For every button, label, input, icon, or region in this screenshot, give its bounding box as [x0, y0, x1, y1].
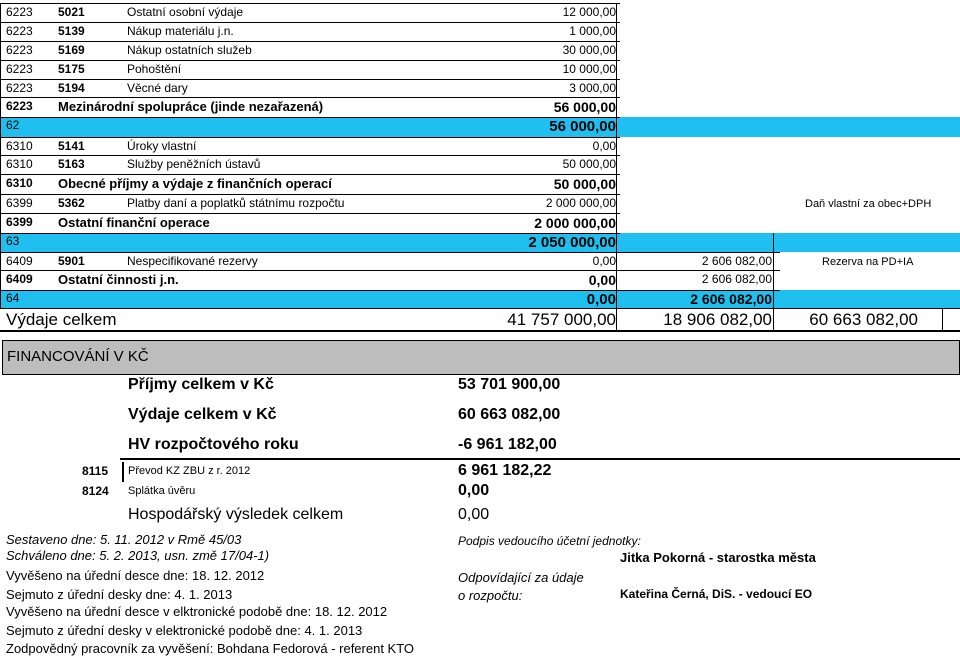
schvaleny-cell: 30 000,00	[562, 43, 616, 57]
paragraf-cell: 64	[6, 291, 20, 305]
podpis-name: Jitka Pokorná - starostka města	[620, 550, 816, 565]
polozka-cell: 5163	[58, 157, 85, 171]
divider	[0, 194, 620, 195]
summary-value: 60 663 082,00	[458, 406, 561, 423]
divider	[773, 308, 774, 330]
item-name-cell: Úroky vlastní	[127, 139, 197, 153]
paragraf-cell: 6223	[6, 62, 33, 76]
divider	[0, 41, 620, 42]
schvaleny-cell: 10 000,00	[562, 62, 616, 76]
table-row	[0, 3, 960, 22]
table-row	[0, 97, 960, 117]
item-name-cell: Nákup materiálu j.n.	[127, 24, 234, 38]
fin-value: 0,00	[458, 482, 490, 499]
schvaleny-cell: 0,00	[588, 272, 616, 288]
fin-value: 6 961 182,22	[458, 462, 552, 479]
fin-code: 8115	[82, 464, 109, 478]
vyveseno-text: Vyvěšeno na úřední desce dne: 18. 12. 2012	[6, 568, 265, 583]
fin-code: 8124	[82, 484, 109, 498]
divider	[0, 290, 780, 291]
divider	[0, 174, 620, 175]
polozka-cell: 5362	[58, 196, 85, 210]
schvaleny-cell: 2 000 000,00	[545, 196, 616, 210]
summary-value: 53 701 900,00	[458, 376, 561, 393]
fin-label: Splátka úvěru	[128, 485, 196, 497]
item-name-cell: Platby daní a poplatků státnímu rozpočtu	[127, 196, 345, 210]
divider	[616, 308, 617, 330]
odpov-name: Kateřina Černá, DiS. - vedoucí EO	[620, 587, 813, 601]
item-name-cell: Nákup ostatních služeb	[127, 43, 252, 57]
table-row	[0, 155, 960, 174]
vydaje-celkem-label: Výdaje celkem	[6, 310, 117, 329]
divider	[0, 117, 620, 118]
polozka-cell: 5139	[58, 24, 85, 38]
hv-celkem-label: Hospodářský výsledek celkem	[128, 506, 344, 523]
divider	[0, 60, 620, 61]
table-row	[0, 41, 960, 60]
divider	[0, 79, 620, 80]
item-name-cell: Pohoštění	[127, 62, 182, 76]
vydaje-celkem-row	[0, 308, 960, 330]
paragraf-cell: 6310	[6, 176, 33, 190]
table-row	[0, 270, 960, 290]
paragraf-cell: 6310	[6, 157, 33, 171]
divider	[0, 233, 620, 234]
schvaleny-cell: 1 000,00	[569, 24, 616, 38]
item-name-cell: Obecné příjmy a výdaje z finančních operací	[58, 176, 332, 191]
upraveny-cell: 2 606 082,00	[690, 291, 772, 307]
table-row	[0, 174, 960, 194]
odpov-label-2: o rozpočtu:	[458, 588, 523, 603]
table-row	[0, 290, 960, 308]
divider	[0, 330, 960, 332]
odpov-label-1: Odpovídající za údaje	[458, 570, 584, 585]
upraveny-cell: 2 606 082,00	[701, 272, 772, 286]
table-row	[0, 137, 960, 155]
table-row	[0, 213, 960, 233]
item-name-cell: Ostatní finanční operace	[58, 215, 210, 230]
divider	[773, 233, 774, 308]
note-cell: Daň vlastní za obec+DPH	[805, 198, 932, 210]
polozka-cell: 5021	[58, 5, 85, 19]
schvaleny-cell: 0,00	[592, 254, 616, 268]
polozka-cell: 5901	[58, 254, 85, 268]
paragraf-cell: 6223	[6, 43, 33, 57]
table-row	[0, 233, 960, 252]
divider	[122, 462, 124, 482]
summary-label: HV rozpočtového roku	[128, 436, 299, 453]
schvaleny-cell: 0,00	[592, 139, 616, 153]
polozka-cell: 5141	[58, 139, 85, 153]
table-row	[0, 22, 960, 41]
vyveseno-el-text: Vyvěšeno na úřední desce v elktronické podobě dne: 18. 12. 2012	[6, 604, 388, 619]
vydaje-celkem-upr: 18 906 082,00	[663, 310, 772, 329]
paragraf-cell: 6223	[6, 24, 33, 38]
paragraf-cell: 6223	[6, 81, 33, 95]
paragraf-cell: 6409	[6, 254, 33, 268]
sejmuto-el-text: Sejmuto z úřední desky v elektronické podobě dne: 4. 1. 2013	[6, 623, 363, 638]
polozka-cell: 5169	[58, 43, 85, 57]
schvaleny-cell: 12 000,00	[562, 5, 616, 19]
paragraf-cell: 63	[6, 234, 20, 248]
upraveny-cell: 2 606 082,00	[701, 254, 772, 268]
financovani-title: FINANCOVÁNÍ V KČ	[7, 348, 149, 365]
schvaleny-cell: 50 000,00	[553, 176, 616, 192]
table-row	[0, 60, 960, 79]
item-name-cell: Ostatní osobní výdaje	[127, 5, 244, 19]
item-name-cell: Mezinárodní spolupráce (jinde nezařazená)	[58, 99, 324, 114]
paragraf-cell: 6310	[6, 139, 33, 153]
item-name-cell: Nespecifikované rezervy	[127, 254, 258, 268]
divider	[616, 3, 617, 308]
note-cell: Rezerva na PD+IA	[822, 256, 914, 268]
divider	[0, 252, 780, 253]
divider	[0, 3, 620, 4]
zpracovatel-text: Zodpovědný pracovník za vyvěšení: Bohdana Fedorová - referent KTO	[6, 641, 415, 656]
divider	[0, 97, 620, 98]
divider	[0, 137, 620, 138]
summary-value: -6 961 182,00	[458, 436, 557, 453]
table-row	[0, 79, 960, 98]
paragraf-cell: 6223	[6, 99, 33, 113]
vydaje-celkem-total: 60 663 082,00	[809, 310, 918, 329]
summary-label: Výdaje celkem v Kč	[128, 406, 277, 423]
schvaleny-cell: 56 000,00	[549, 118, 616, 135]
divider	[120, 458, 960, 460]
sestaveno-text: Sestaveno dne: 5. 11. 2012 v Rmě 45/03	[6, 532, 242, 547]
table-row	[0, 194, 960, 213]
schvaleny-cell: 56 000,00	[553, 99, 616, 115]
item-name-cell: Služby peněžních ústavů	[127, 157, 261, 171]
divider	[0, 22, 620, 23]
paragraf-cell: 6399	[6, 196, 33, 210]
sejmuto-text: Sejmuto z úřední desky dne: 4. 1. 2013	[6, 587, 233, 602]
polozka-cell: 5175	[58, 62, 85, 76]
financovani-header	[2, 340, 960, 375]
podpis-label: Podpis vedoucího účetní jednotky:	[458, 534, 641, 548]
item-name-cell: Věcné dary	[127, 81, 188, 95]
schvaleny-cell: 2 050 000,00	[528, 234, 616, 251]
schvaleny-cell: 50 000,00	[562, 157, 616, 171]
paragraf-cell: 6399	[6, 215, 33, 229]
paragraf-cell: 6409	[6, 272, 33, 286]
divider	[0, 213, 620, 214]
vydaje-celkem-schval: 41 757 000,00	[507, 310, 616, 329]
paragraf-cell: 62	[6, 118, 20, 132]
schvaleny-cell: 0,00	[586, 291, 616, 308]
summary-label: Příjmy celkem v Kč	[128, 376, 274, 393]
divider	[942, 308, 943, 330]
divider	[0, 3, 1, 308]
paragraf-cell: 6223	[6, 5, 33, 19]
schvaleny-cell: 2 000 000,00	[534, 215, 616, 231]
fin-label: Převod KZ ZBU z r. 2012	[128, 465, 251, 477]
item-name-cell: Ostatní činnosti j.n.	[58, 272, 179, 287]
divider	[0, 270, 780, 271]
table-row	[0, 117, 960, 137]
table-row	[0, 252, 960, 270]
schvaleny-cell: 3 000,00	[569, 81, 616, 95]
hv-celkem-value: 0,00	[458, 506, 490, 523]
polozka-cell: 5194	[58, 81, 85, 95]
divider	[0, 155, 620, 156]
schvaleno-text: Schváleno dne: 5. 2. 2013, usn. změ 17/04-1)	[6, 548, 270, 563]
